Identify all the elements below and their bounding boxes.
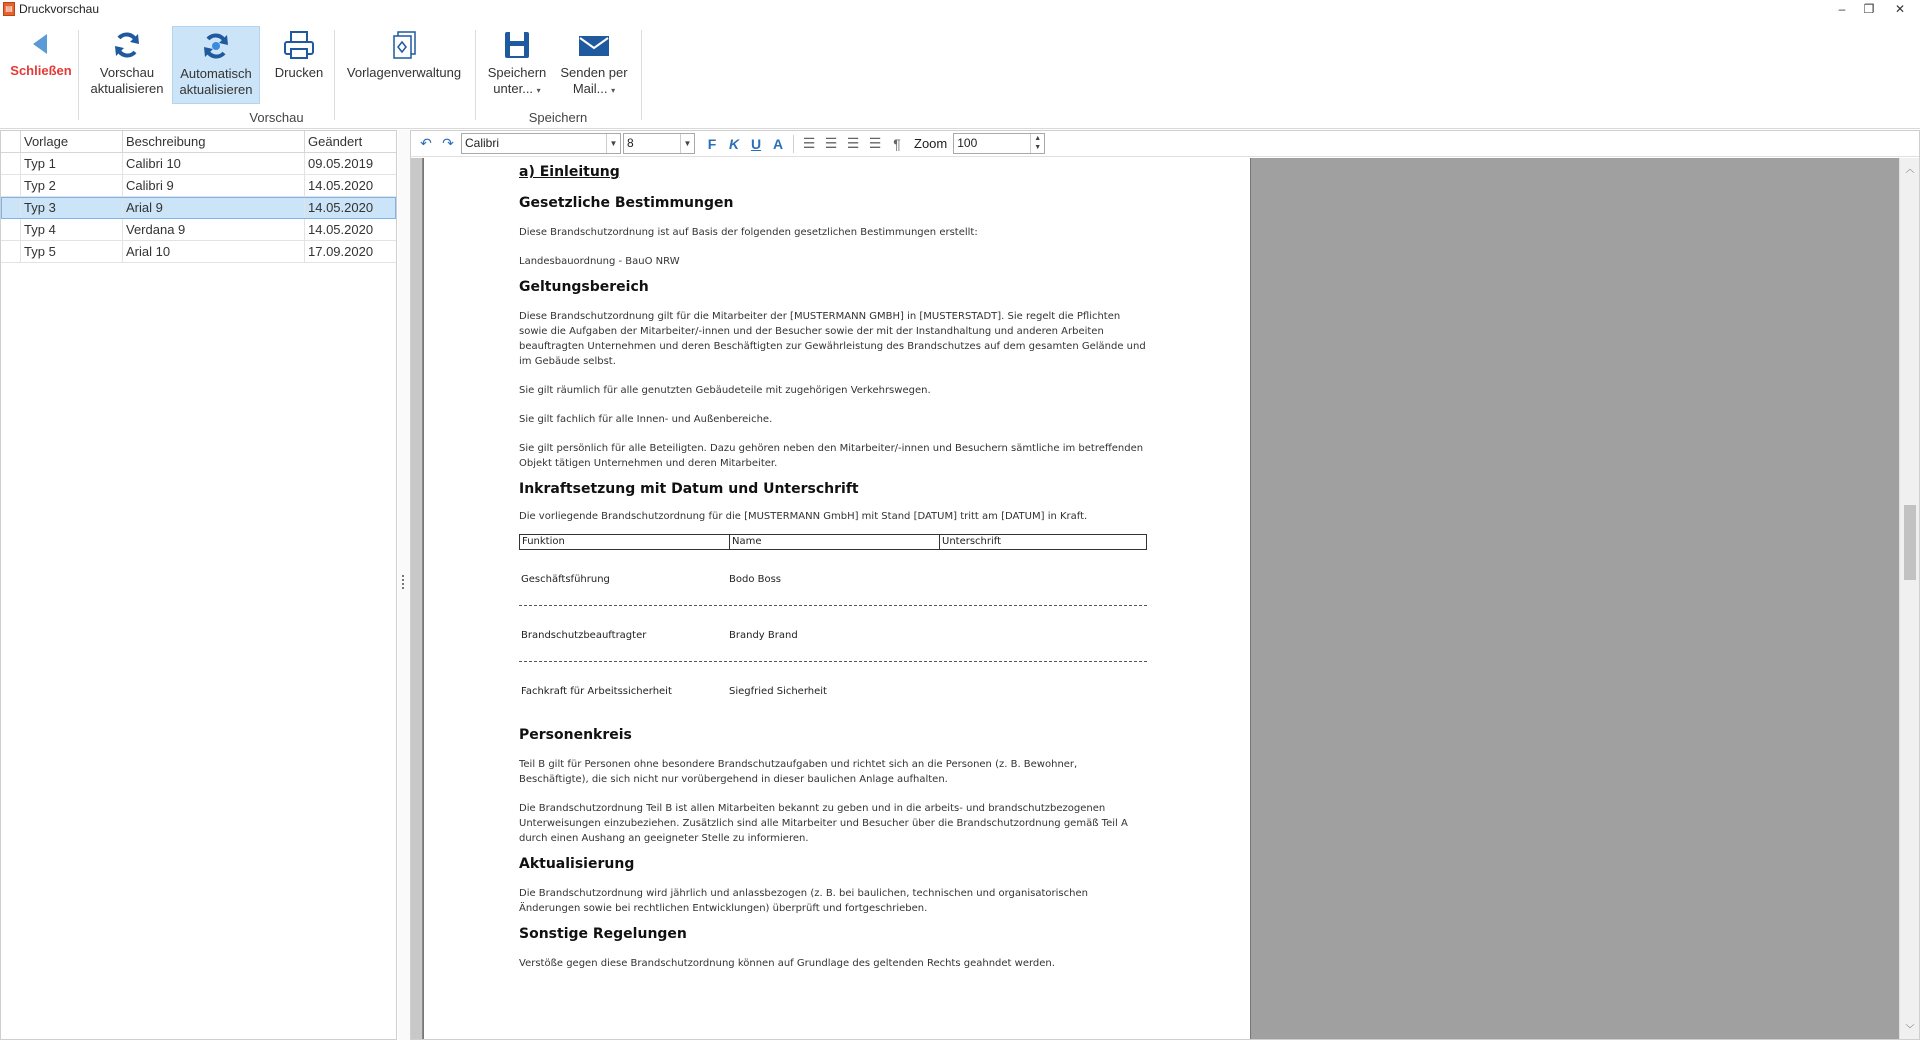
- column-header-changed[interactable]: Geändert: [308, 134, 363, 149]
- row-indicator: [1, 175, 21, 196]
- zoom-input[interactable]: [953, 133, 1045, 154]
- font-color-icon[interactable]: A: [772, 135, 784, 152]
- sig-name: Bodo Boss: [729, 574, 782, 585]
- sig-header-name: Name: [730, 535, 940, 549]
- cell-template: Typ 1: [21, 153, 123, 174]
- dropdown-caret-icon: ▾: [536, 86, 541, 95]
- align-right-icon[interactable]: ☰: [846, 135, 860, 151]
- paragraph-icon[interactable]: ¶: [893, 135, 901, 152]
- signature-table-header: [519, 534, 1147, 550]
- save-as-label-1: Speichern: [487, 65, 547, 80]
- print-button[interactable]: [268, 26, 330, 104]
- scroll-down-icon[interactable]: ﹀: [1905, 1024, 1915, 1034]
- auto-refresh-icon: [200, 31, 232, 61]
- row-indicator: [1, 219, 21, 240]
- document-page[interactable]: [423, 158, 1251, 1039]
- heading-persons: Personenkreis: [519, 727, 632, 743]
- heading-legal: Gesetzliche Bestimmungen: [519, 195, 734, 211]
- group-label-save: Speichern: [528, 110, 588, 125]
- template-icon: [389, 30, 419, 60]
- table-row[interactable]: [1, 219, 396, 241]
- zoom-value: 100: [957, 136, 978, 150]
- separator: [793, 135, 794, 153]
- sig-name: Brandy Brand: [729, 630, 798, 641]
- refresh-preview-button[interactable]: [86, 26, 168, 104]
- bold-icon[interactable]: F: [707, 135, 717, 152]
- sig-name: Siegfried Sicherheit: [729, 686, 827, 697]
- sig-function: Brandschutzbeauftragter: [521, 630, 647, 641]
- heading-effective: Inkraftsetzung mit Datum und Unterschrift: [519, 481, 859, 497]
- document-content: [519, 164, 1147, 985]
- minimize-button[interactable]: –: [1838, 2, 1846, 16]
- envelope-icon: [577, 30, 611, 60]
- italic-icon[interactable]: K: [728, 135, 740, 152]
- align-left-icon[interactable]: ☰: [802, 135, 816, 151]
- heading-introduction: a) Einleitung: [519, 164, 620, 180]
- sig-header-signature: Unterschrift: [942, 536, 1002, 547]
- heading-other: Sonstige Regelungen: [519, 926, 687, 942]
- floppy-disk-icon: [502, 30, 532, 60]
- signature-row: [519, 686, 1147, 697]
- vertical-scrollbar[interactable]: [1899, 158, 1919, 1039]
- close-window-button[interactable]: ✕: [1894, 2, 1906, 16]
- row-indicator: [1, 241, 21, 262]
- format-toolbar: [411, 131, 1919, 157]
- refresh-label-2: aktualisieren: [90, 81, 164, 96]
- table-row[interactable]: [1, 153, 396, 175]
- auto-refresh-button[interactable]: [172, 26, 260, 104]
- template-list-panel: [0, 130, 397, 1040]
- row-indicator: [1, 197, 21, 218]
- refresh-label-1: Vorschau: [99, 65, 155, 80]
- heading-scope: Geltungsbereich: [519, 279, 649, 295]
- row-indicator: [1, 153, 21, 174]
- zoom-label: Zoom: [914, 136, 948, 151]
- ribbon: [0, 18, 1920, 129]
- cell-template: Typ 2: [21, 175, 123, 196]
- restore-button[interactable]: ❐: [1863, 2, 1875, 16]
- back-arrow-icon: [29, 30, 53, 58]
- table-row[interactable]: [1, 241, 396, 263]
- auto-refresh-label-1: Automatisch: [180, 66, 252, 81]
- font-family-value: Calibri: [465, 136, 500, 150]
- splitter-grip-icon[interactable]: [402, 575, 404, 591]
- chevron-down-icon[interactable]: ▼: [606, 134, 620, 153]
- sig-header-function: Funktion: [520, 535, 730, 549]
- separator: [334, 30, 335, 120]
- paragraph: Die Brandschutzordnung wird jährlich und anlassbezogen (z. B. bei baulichen, technischen und organisatorischen Änderungen sowie bei rechtlichen Entwicklungen) überprüft und fortgeschrieben.: [519, 888, 1088, 914]
- cell-changed: 14.05.2020: [308, 178, 374, 193]
- align-justify-icon[interactable]: ☰: [868, 135, 882, 151]
- scroll-up-icon[interactable]: ︿: [1905, 164, 1915, 174]
- save-as-label-2: unter...: [493, 81, 534, 96]
- separator: [78, 30, 79, 120]
- save-as-button[interactable]: [484, 26, 550, 104]
- cell-template: Typ 3: [21, 197, 123, 218]
- close-button[interactable]: [8, 26, 74, 104]
- paragraph: Verstöße gegen diese Brandschutzordnung können auf Grundlage des geltenden Rechts geahndet werden.: [519, 958, 1055, 969]
- table-row[interactable]: [1, 175, 396, 197]
- divider: [519, 605, 1147, 606]
- cell-description: Calibri 9: [123, 175, 305, 196]
- separator: [641, 30, 642, 120]
- paragraph: Sie gilt fachlich für alle Innen- und Außenbereiche.: [519, 414, 773, 425]
- auto-refresh-label-2: aktualisieren: [179, 82, 253, 97]
- cell-changed: 14.05.2020: [308, 222, 374, 237]
- sig-function: Geschäftsführung: [521, 574, 610, 585]
- chevron-down-icon[interactable]: ▼: [680, 134, 694, 153]
- send-mail-button[interactable]: [556, 26, 632, 104]
- refresh-icon: [111, 30, 143, 60]
- paragraph: Sie gilt persönlich für alle Beteiligten. Dazu gehören neben den Mitarbeiter/-innen und Besuchern sämtliche im betreffenden Objekt tätigen Unternehmen und deren Mitarbeiter.: [519, 443, 1144, 469]
- signature-row: [519, 630, 1147, 641]
- separator: [475, 30, 476, 120]
- document-viewport: [411, 158, 1899, 1039]
- window-title: Druckvorschau: [19, 2, 100, 16]
- cell-changed: 14.05.2020: [308, 200, 374, 215]
- print-label: Drucken: [274, 65, 324, 80]
- cell-template: Typ 5: [21, 241, 123, 262]
- paragraph: Landesbauordnung - BauO NRW: [519, 256, 680, 267]
- scrollbar-thumb[interactable]: [1904, 505, 1916, 580]
- cell-description: Calibri 10: [123, 153, 305, 174]
- cell-changed: 09.05.2019: [308, 156, 374, 171]
- divider: [519, 661, 1147, 662]
- template-management-label: Vorlagenverwaltung: [346, 65, 462, 80]
- send-mail-label-1: Senden per: [560, 65, 628, 80]
- paragraph: Diese Brandschutzordnung ist auf Basis der folgenden gesetzlichen Bestimmungen erstellt:: [519, 227, 978, 238]
- font-size-select[interactable]: [623, 133, 695, 154]
- column-header-description[interactable]: Beschreibung: [123, 131, 305, 152]
- cell-description: Arial 10: [123, 241, 305, 262]
- group-label-preview: Vorschau: [249, 110, 304, 125]
- font-size-value: 8: [627, 136, 634, 150]
- template-table-header: [1, 131, 396, 153]
- paragraph: Die Brandschutzordnung Teil B ist allen Mitarbeiten bekannt zu geben und in die arbeits- und brandschutzbezogenen Unterweisungen einzubeziehen. Zusätzlich sind alle Mitarbeiter und Besucher über die Brandschutzordnung gemäß Teil A durch einen Aushang an geeigneter Stelle zu informieren.: [519, 803, 1128, 844]
- cell-description: Verdana 9: [123, 219, 305, 240]
- dropdown-caret-icon: ▾: [611, 86, 616, 95]
- paragraph: Sie gilt räumlich für alle genutzten Gebäudeteile mit zugehörigen Verkehrswegen.: [519, 385, 931, 396]
- sig-function: Fachkraft für Arbeitssicherheit: [521, 686, 672, 697]
- close-label: Schließen: [10, 63, 72, 78]
- underline-icon[interactable]: U: [750, 135, 762, 152]
- row-indicator-header: [1, 131, 21, 152]
- document-app-icon: ▤: [3, 2, 15, 16]
- redo-icon[interactable]: ↷: [442, 135, 454, 151]
- undo-icon[interactable]: ↶: [420, 135, 432, 151]
- heading-update: Aktualisierung: [519, 856, 635, 872]
- paragraph: Diese Brandschutzordnung gilt für die Mitarbeiter der [MUSTERMANN GMBH] in [MUSTERSTADT]. Sie regelt die Pflichten sowie die Aufgaben der Mitarbeiter/-innen und der Besucher sowie der mit der Instandhaltung und anderen Arbeiten beauftragten Unternehmen und deren Beschäftigten zur Gewährleistung des Brandschutzes auf dem gesamten Gelände und im Gebäude selbst.: [519, 311, 1146, 367]
- page-ruler-margin: [411, 158, 423, 1039]
- send-mail-label-2: Mail...: [572, 81, 608, 96]
- spinner-icon[interactable]: ▲ ▼: [1030, 134, 1044, 153]
- signature-row: [519, 574, 1147, 585]
- editor-panel: [410, 130, 1920, 1040]
- cell-changed: 17.09.2020: [308, 244, 374, 259]
- paragraph: Die vorliegende Brandschutzordnung für die [MUSTERMANN GmbH] mit Stand [DATUM] tritt am [DATUM] in Kraft.: [519, 511, 1088, 522]
- title-bar: [0, 0, 1920, 18]
- printer-icon: [282, 30, 316, 60]
- table-row-selected[interactable]: [1, 197, 396, 219]
- template-management-button[interactable]: [342, 26, 466, 104]
- align-center-icon[interactable]: ☰: [824, 135, 838, 151]
- font-family-select[interactable]: [461, 133, 621, 154]
- cell-template: Typ 4: [21, 219, 123, 240]
- panel-splitter[interactable]: [398, 130, 410, 1040]
- column-header-template[interactable]: Vorlage: [21, 131, 123, 152]
- cell-description: Arial 9: [123, 197, 305, 218]
- paragraph: Teil B gilt für Personen ohne besondere Brandschutzaufgaben und richtet sich an die Personen (z. B. Bewohner, Beschäftigte), die sich nicht nur vorübergehend in dieser baulichen Anlage aufhalten.: [519, 759, 1078, 785]
